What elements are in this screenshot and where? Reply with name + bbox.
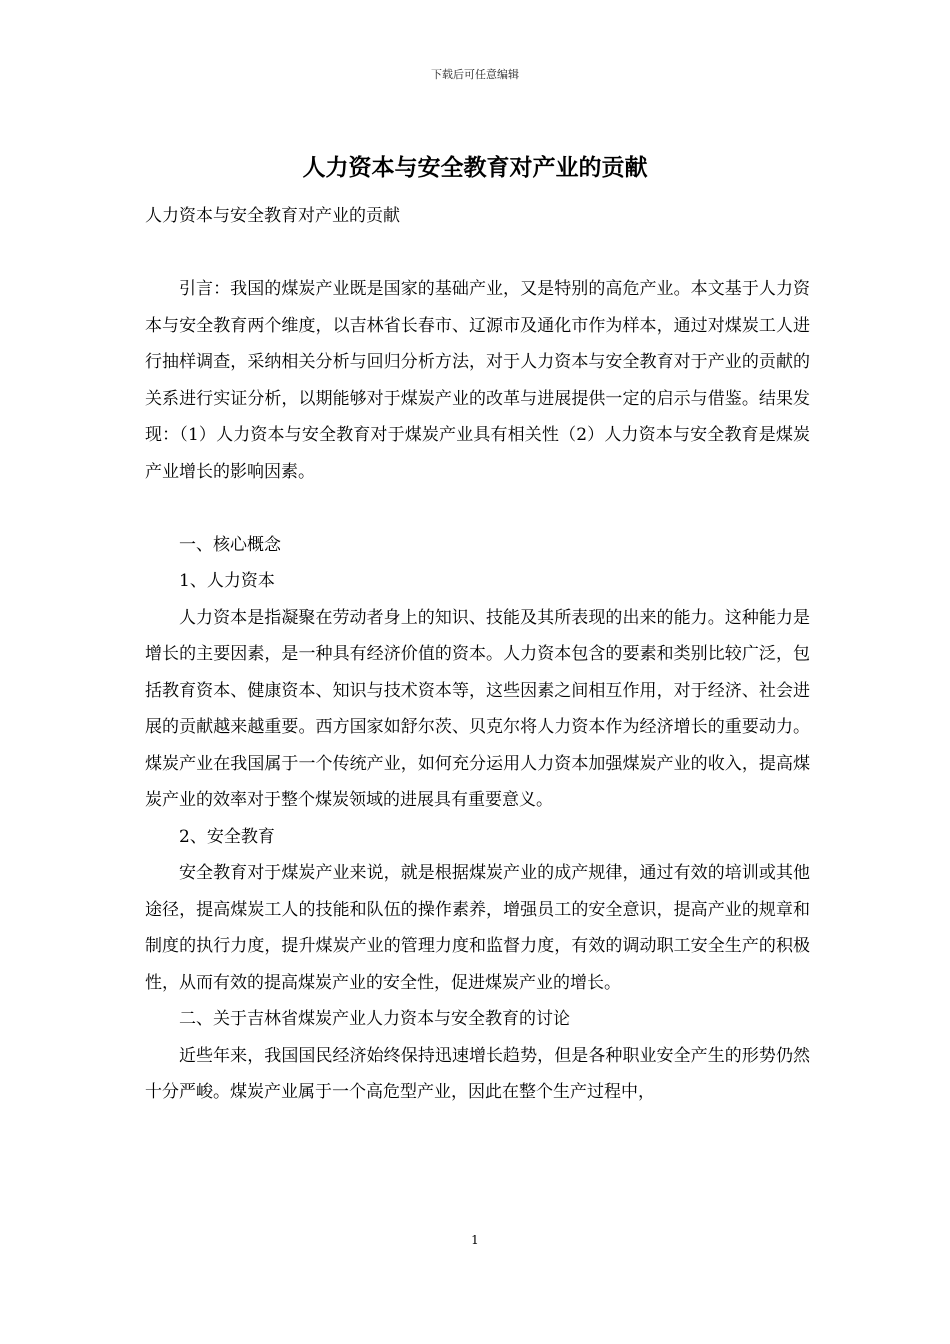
paragraph-human-capital: 人力资本是指凝聚在劳动者身上的知识、技能及其所表现的出来的能力。这种能力是增长的主要因素，是一种具有经济价值的资本。人力资本包含的要素和类别比较广泛，包括教育资本、健康资本、知识与技术资本等，这些因素之间相互作用，对于经济、社会进展的贡献越来越重要。西方国家如舒尔茨、贝克尔将人力资本作为经济增长的重要动力。煤炭产业在我国属于一个传统产业，如何充分运用人力资本加强煤炭产业的收入，提高煤炭产业的效率对于整个煤炭领域的进展具有重要意义。 [145,607,810,810]
document-subtitle: 人力资本与安全教育对产业的贡献 [145,206,400,226]
blank-line [145,490,810,527]
document-body [145,198,810,1111]
paragraph-safety-education: 安全教育对于煤炭产业来说，就是根据煤炭产业的成产规律，通过有效的培训或其他途径，提高煤炭工人的技能和队伍的操作素养，增强员工的安全意识，提高产业的规章和制度的执行力度，提升煤炭产业的管理力度和监督力度，有效的调动职工安全生产的积极性，从而有效的提高煤炭产业的安全性，促进煤炭产业的增长。 [145,863,810,993]
paragraph-jilin-discussion: 近些年来，我国国民经济始终保持迅速增长趋势，但是各种职业安全产生的形势仍然十分严峻。煤炭产业属于一个高危型产业，因此在整个生产过程中， [145,1045,810,1102]
page-number: 1 [471,1233,479,1247]
section-heading-core-concepts: 一、核心概念 [179,534,281,555]
subsection-heading-human-capital: 1、人力资本 [179,571,275,591]
document-title: 人力资本与安全教育对产业的贡献 [302,154,648,181]
paragraph-introduction: 引言：我国的煤炭产业既是国家的基础产业，又是特别的高危产业。本文基于人力资本与安全教育两个维度，以吉林省长春市、辽源市及通化市作为样本，通过对煤炭工人进行抽样调查，采纳相关分析与回归分析方法，对于人力资本与安全教育对于产业的贡献的关系进行实证分析，以期能够对于煤炭产业的改革与进展提供一定的启示与借鉴。结果发现：（1）人力资本与安全教育对于煤炭产业具有相关性（2）人力资本与安全教育是煤炭产业增长的影响因素。 [145,279,810,482]
section-heading-jilin-discussion: 二、关于吉林省煤炭产业人力资本与安全教育的讨论 [179,1009,570,1029]
blank-line [145,235,810,272]
download-note-header: 下载后可任意编辑 [431,68,519,81]
subsection-heading-safety-education: 2、安全教育 [179,826,275,847]
